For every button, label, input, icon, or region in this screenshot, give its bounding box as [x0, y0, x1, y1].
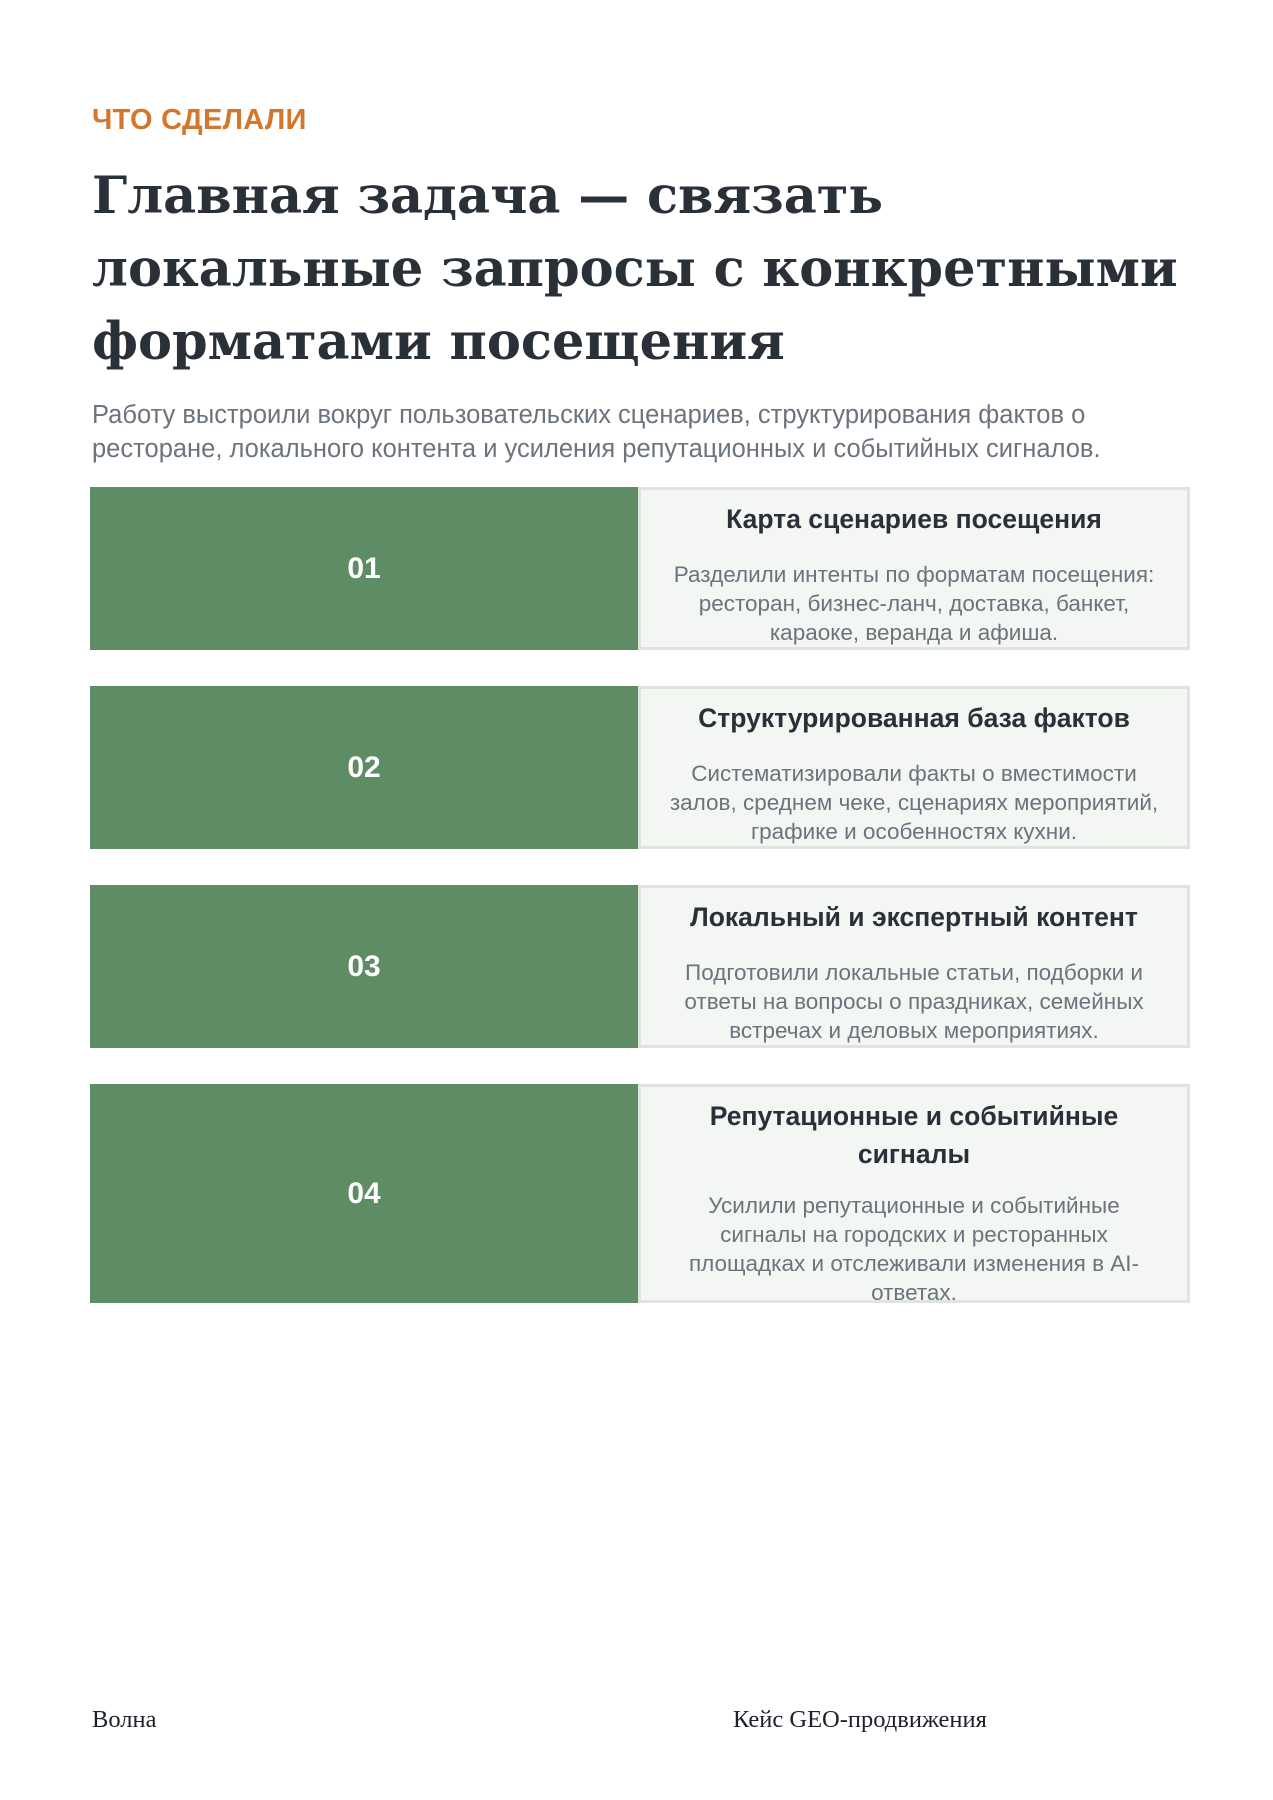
- step-title: Структурированная база фактов: [698, 703, 1130, 733]
- steps-list: [90, 487, 1190, 1339]
- page-subtitle: Работу выстроили вокруг пользовательских сценариев, структурирования фактов о ресторане, локального контента и усиления репутационных и событийных сигналов.: [92, 401, 1101, 463]
- step-content: [638, 686, 1190, 849]
- step-number: 04: [90, 1084, 638, 1303]
- step-content: [638, 1084, 1190, 1303]
- step-description: Систематизировали факты о вместимости залов, среднем чеке, сценариях мероприятий, графике и особенностях кухни.: [669, 761, 1159, 844]
- step-card-04: [90, 1084, 1190, 1303]
- section-eyebrow: ЧТО СДЕЛАЛИ: [92, 104, 307, 136]
- step-title: Карта сценариев посещения: [726, 504, 1102, 534]
- step-title: Локальный и экспертный контент: [690, 902, 1138, 932]
- step-card-03: [90, 885, 1190, 1048]
- step-description: Усилили репутационные и событийные сигналы на городских и ресторанных площадках и отслеживали изменения в AI-ответах.: [688, 1193, 1140, 1305]
- step-content: [638, 885, 1190, 1048]
- step-description: Подготовили локальные статьи, подборки и ответы на вопросы о праздниках, семейных встречах и деловых мероприятиях.: [684, 960, 1144, 1043]
- step-card-02: [90, 686, 1190, 849]
- step-content: [638, 487, 1190, 650]
- page-title: Главная задача — связать локальные запросы с конкретными форматами посещения: [92, 166, 1178, 372]
- footer-brand: Волна: [92, 1706, 157, 1733]
- step-number: 02: [90, 686, 638, 849]
- step-number: 03: [90, 885, 638, 1048]
- step-title: Репутационные и событийные сигналы: [709, 1101, 1119, 1169]
- footer-caption: Кейс GEO-продвижения: [733, 1706, 987, 1733]
- step-card-01: [90, 487, 1190, 650]
- step-description: Разделили интенты по форматам посещения: ресторан, бизнес-ланч, доставка, банкет, караоке, веранда и афиша.: [673, 562, 1155, 645]
- step-number: 01: [90, 487, 638, 650]
